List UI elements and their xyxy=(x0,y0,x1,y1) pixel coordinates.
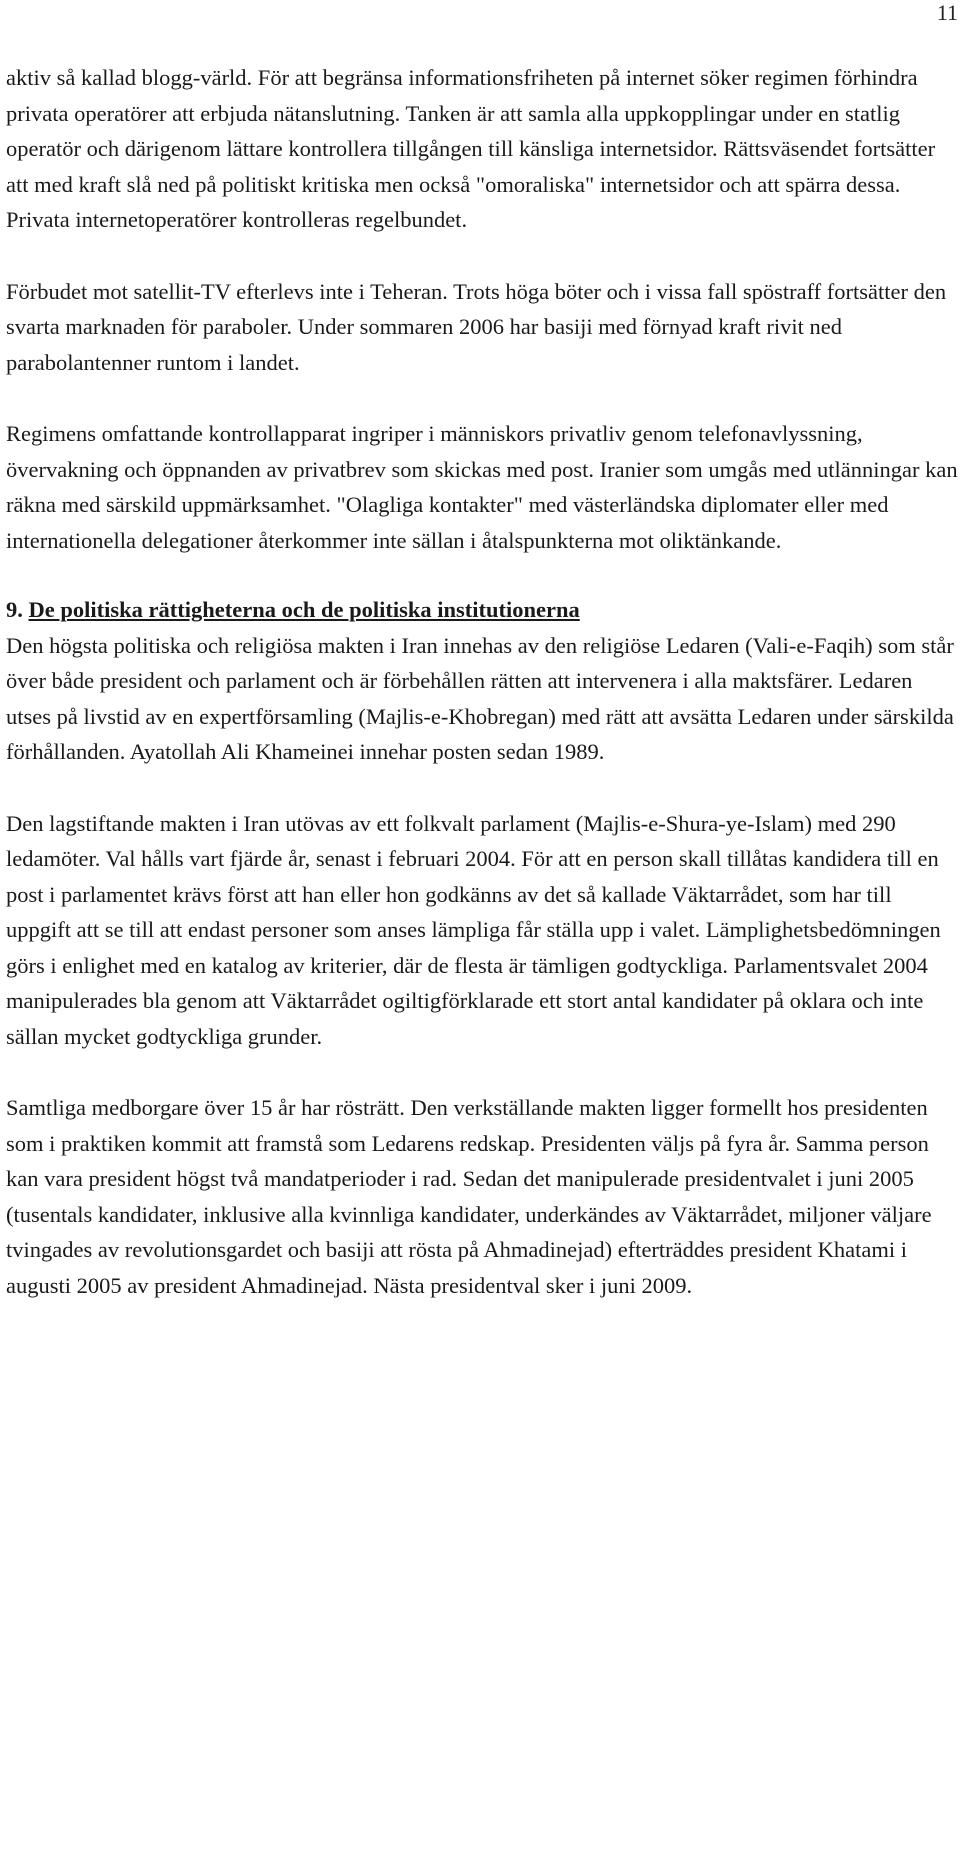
section-title: De politiska rättigheterna och de politiska institutionerna xyxy=(28,597,580,622)
paragraph-parliament: Den lagstiftande makten i Iran utövas av ett folkvalt parlament (Majlis-e-Shura-ye-Islam) med 290 ledamöter. Val hålls vart fjärde år, senast i februari 2004. För att en person skall tillåtas kandidera till en post i parlamentet krävs först att han eller hon godkänns av det så kallade Väktarrådet, som har till uppgift att se till att endast personer som anses lämpliga får ställa upp i valet. Lämplighetsbedömningen görs i enlighet med en katalog av kriterier, där de flesta är tämligen godtyckliga. Parlamentsvalet 2004 manipulerades bla genom att Väktarrådet ogiltigförklarade ett stort antal kandidater på oklara och inte sällan mycket godtyckliga grunder. xyxy=(6,810,941,1049)
section-number: 9. xyxy=(6,597,23,622)
paragraph-satellite-tv: Förbudet mot satellit-TV efterlevs inte i Teheran. Trots höga böter och i vissa fall spöstraff fortsätter den svarta marknaden för paraboler. Under sommaren 2006 har basiji med förnyad kraft rivit ned parabolantenner runtom i landet. xyxy=(6,278,947,375)
paragraph-internet-censorship: aktiv så kallad blogg-värld. För att begränsa informationsfriheten på internet söker regimen förhindra privata operatörer att erbjuda nätanslutning. Tanken är att samla alla uppkopplingar under en statlig operatör och därigenom lättare kontrollera tillgången till känsliga internetsidor. Rättsväsendet fortsätter att med kraft slå ned på politiskt kritiska men också "omoraliska" internetsidor och att spärra dessa. Privata internetoperatörer kontrolleras regelbundet. xyxy=(6,65,936,232)
page-number: 11 xyxy=(936,0,958,25)
paragraph-supreme-leader: Den högsta politiska och religiösa makten i Iran innehas av den religiöse Ledaren (Vali-e-Faqih) som står över både president och parlament och är förbehållen rätten att intervenera i alla maktsfärer. Ledaren utses på livstid av en expertförsamling (Majlis-e-Khobregan) med rätt att avsätta Ledaren under särskilda förhållanden. Ayatollah Ali Khameinei innehar posten sedan 1989. xyxy=(6,632,954,764)
document-body xyxy=(6,60,958,1303)
paragraph-president: Samtliga medborgare över 15 år har rösträtt. Den verkställande makten ligger formellt hos presidenten som i praktiken kommit att framstå som Ledarens redskap. Presidenten väljs på fyra år. Samma person kan vara president högst två mandatperioder i rad. Sedan det manipulerade presidentvalet i juni 2005 (tusentals kandidater, inklusive alla kvinnliga kandidater, underkändes av Väktarrådet, miljoner väljare tvingades av revolutionsgardet och basiji att rösta på Ahmadinejad) efterträddes president Khatami i augusti 2005 av president Ahmadinejad. Nästa presidentval sker i juni 2009. xyxy=(6,1095,932,1298)
paragraph-surveillance: Regimens omfattande kontrollapparat ingriper i människors privatliv genom telefonavlyssning, övervakning och öppnanden av privatbrev som skickas med post. Iranier som umgås med utlänningar kan räkna med särskild uppmärksamhet. "Olagliga kontakter" med västerländska diplomater eller med internationella delegationer återkommer inte sällan i åtalspunkterna mot oliktänkande. xyxy=(6,421,958,553)
section-heading xyxy=(6,592,958,628)
